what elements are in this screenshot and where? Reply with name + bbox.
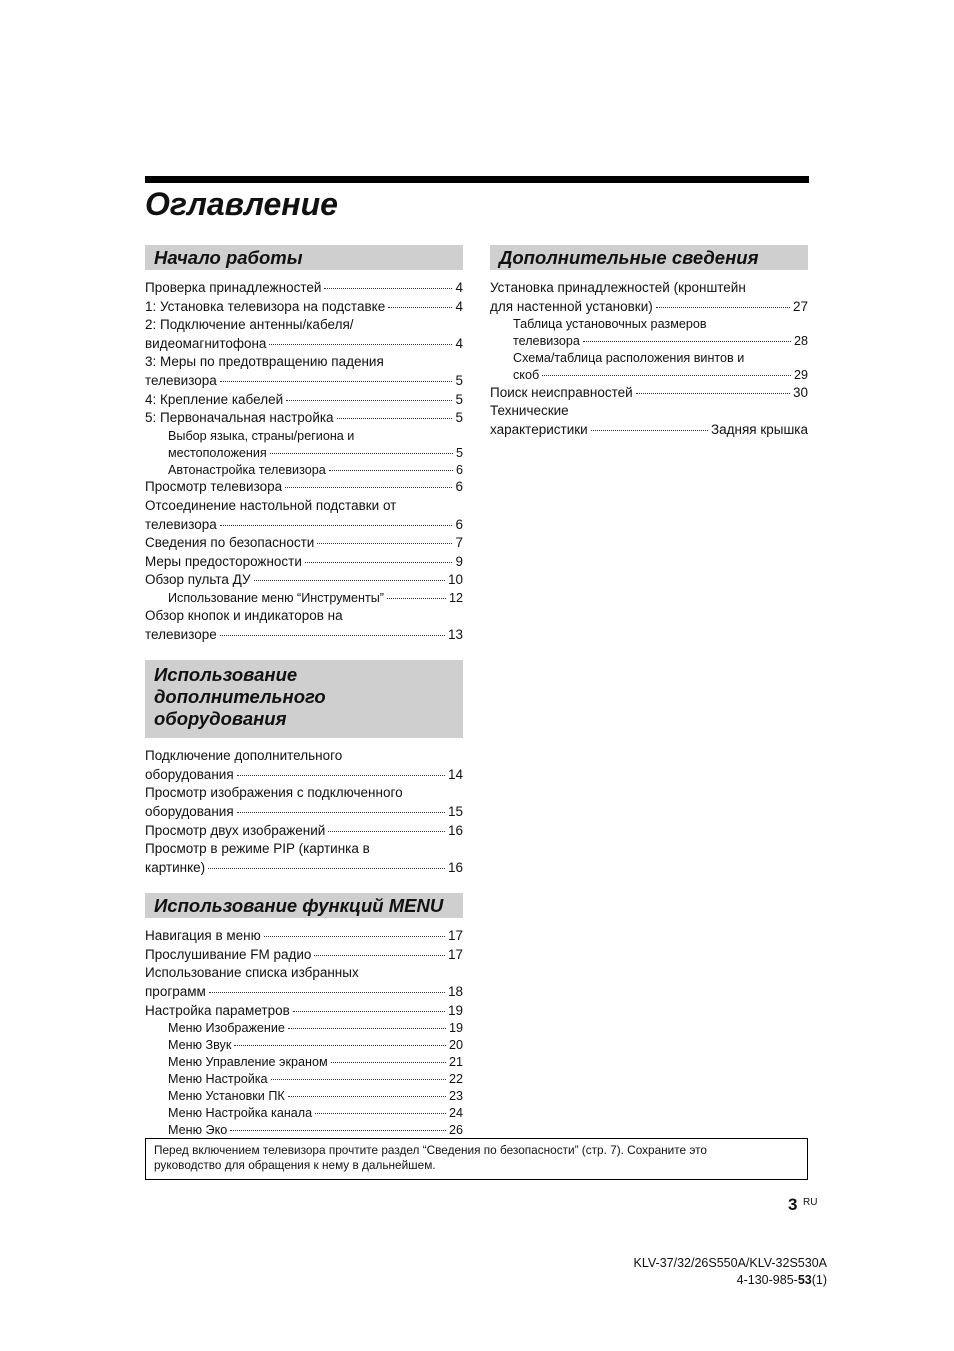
toc-entry-leader-row	[513, 333, 808, 350]
toc-entry-page: 21	[448, 1055, 463, 1070]
toc-entry[interactable]	[145, 534, 463, 553]
toc-entry[interactable]	[145, 1071, 463, 1088]
dot-leader	[220, 381, 453, 382]
toc-entry-page: 26	[448, 1122, 463, 1137]
toc-entry[interactable]	[145, 298, 463, 317]
section-heading: Дополнительные сведения	[490, 245, 808, 270]
toc-entry-leader-row	[145, 534, 463, 553]
toc-entry-title: картинке)	[145, 859, 206, 875]
toc-entry-title: оборудования	[145, 803, 234, 819]
dot-leader	[288, 1028, 446, 1029]
section-gap	[145, 644, 463, 660]
toc-entry-leader-row	[145, 335, 463, 354]
code-bold: 53	[797, 1273, 812, 1287]
toc-entry-page: 27	[792, 298, 808, 314]
dot-leader	[314, 955, 445, 956]
toc-entry-line: 2: Подключение антенны/кабеля/	[145, 317, 354, 333]
toc-entry[interactable]	[490, 402, 808, 439]
dot-leader	[271, 1079, 446, 1080]
toc-entry-title: Меню Звук	[168, 1038, 232, 1053]
dot-leader	[636, 393, 790, 394]
safety-notice	[145, 1138, 808, 1180]
toc-entry-leader-row	[168, 1020, 463, 1037]
toc-entry[interactable]	[145, 840, 463, 877]
toc-entry-page: 19	[448, 1021, 463, 1036]
toc-entry-leader-row	[145, 822, 463, 841]
toc-entry-title: телевизора	[145, 372, 217, 388]
toc-entry-title: Меню Настройка канала	[168, 1105, 313, 1120]
toc-entry-leader-row	[168, 1071, 463, 1088]
section-gap	[145, 877, 463, 893]
toc-entry[interactable]	[145, 571, 463, 590]
dot-leader	[305, 562, 453, 563]
toc-entry-title: Меню Изображение	[168, 1021, 285, 1036]
toc-entry-title: Просмотр двух изображений	[145, 822, 326, 838]
dot-leader	[220, 635, 445, 636]
dot-leader	[317, 543, 452, 544]
toc-entry-page: 15	[447, 803, 463, 819]
toc-entry-page: 16	[447, 859, 463, 875]
language-code: RU	[803, 1197, 818, 1208]
toc-entry[interactable]	[145, 590, 463, 607]
toc-entry-leader-row	[168, 1105, 463, 1122]
toc-entry-page: 9	[455, 553, 463, 569]
dot-leader	[331, 1062, 446, 1063]
toc-entry-title: видеомагнитофона	[145, 335, 267, 351]
toc-entry-title: Использование меню “Инструменты”	[168, 591, 384, 606]
dot-leader	[209, 992, 445, 993]
dot-leader	[387, 598, 446, 599]
toc-entry-page: 16	[447, 822, 463, 838]
toc-entry-title: Навигация в меню	[145, 928, 261, 944]
toc-entry-page: 18	[447, 984, 463, 1000]
dot-leader	[264, 936, 445, 937]
toc-entry[interactable]	[145, 391, 463, 410]
toc-entry-page: 6	[455, 479, 463, 495]
toc-entry-page: 4	[455, 298, 463, 314]
dot-leader	[254, 580, 445, 581]
toc-entry[interactable]	[145, 822, 463, 841]
toc-entry[interactable]	[490, 316, 808, 350]
toc-entry-page: 17	[447, 946, 463, 962]
toc-entry-leader-row	[145, 571, 463, 590]
toc-entry-leader-row	[145, 372, 463, 391]
document-code	[634, 1272, 827, 1289]
toc-entry-title: Просмотр телевизора	[145, 479, 283, 495]
dot-leader	[388, 307, 452, 308]
dot-leader	[234, 1045, 446, 1046]
toc-entry-line: Технические	[490, 403, 569, 419]
toc-entry-title: Меры предосторожности	[145, 553, 302, 569]
toc-entry[interactable]	[145, 1122, 463, 1139]
toc-entry[interactable]	[145, 1002, 463, 1021]
code-prefix: 4-130-985-	[736, 1273, 798, 1287]
toc-entry-title: местоположения	[168, 445, 267, 460]
toc-entry-page: 20	[448, 1038, 463, 1053]
toc-entry-page: 5	[455, 391, 463, 407]
toc-entry-title: Меню Эко	[168, 1122, 228, 1137]
toc-entry-page: 19	[447, 1002, 463, 1018]
section-heading-line: оборудования	[154, 708, 287, 730]
toc-entry-leader-row	[168, 1037, 463, 1054]
section-items	[145, 279, 463, 644]
toc-entry-title: телевизора	[513, 334, 580, 349]
toc-entry-title: телевизоре	[145, 626, 217, 642]
section-items	[145, 927, 463, 1138]
toc-entry-leader-row	[168, 1122, 463, 1139]
toc-entry-leader-row	[168, 445, 463, 462]
toc-entry-leader-row	[145, 859, 463, 878]
toc-entry-leader-row	[490, 421, 808, 440]
toc-entry-line: Таблица установочных размеров	[513, 317, 707, 332]
toc-entry-leader-row	[168, 462, 463, 479]
toc-entry-page: 6	[455, 516, 463, 532]
dot-leader	[237, 812, 445, 813]
toc-entry[interactable]	[145, 946, 463, 965]
toc-entry-title: Автонастройка телевизора	[168, 462, 326, 477]
toc-entry-page: 28	[793, 334, 808, 349]
toc-entry-leader-row	[145, 298, 463, 317]
section-heading-line: дополнительного	[154, 686, 326, 708]
toc-entry-title: 5: Первоначальная настройка	[145, 410, 334, 426]
section-items	[145, 747, 463, 877]
toc-column-right	[490, 245, 808, 440]
toc-entry[interactable]	[145, 553, 463, 572]
toc-entry-leader-row	[145, 626, 463, 645]
toc-entry-leader-row	[145, 927, 463, 946]
section-heading	[145, 660, 463, 738]
dot-leader	[583, 341, 791, 342]
toc-entry-title: скоб	[513, 367, 540, 382]
dot-leader	[237, 775, 445, 776]
toc-entry-leader-row	[145, 803, 463, 822]
section-items	[490, 279, 808, 440]
toc-entry-page: 7	[455, 535, 463, 551]
toc-entry-page: 29	[793, 367, 808, 382]
toc-entry-leader-row	[145, 279, 463, 298]
toc-entry-page: 5	[455, 410, 463, 426]
toc-entry-title: 1: Установка телевизора на подставке	[145, 298, 386, 314]
dot-leader	[285, 487, 452, 488]
dot-leader	[269, 344, 452, 345]
toc-entry-title: Прослушивание FM радио	[145, 946, 312, 962]
toc-entry[interactable]	[145, 409, 463, 428]
toc-entry-title: Сведения по безопасности	[145, 535, 315, 551]
toc-entry-title: для настенной установки)	[490, 298, 653, 314]
toc-entry-line: Установка принадлежностей (кронштейн	[490, 280, 746, 295]
toc-entry-page: 5	[455, 445, 463, 460]
toc-entry-page: 13	[447, 626, 463, 642]
toc-entry[interactable]	[490, 350, 808, 384]
dot-leader	[220, 525, 453, 526]
dot-leader	[270, 453, 453, 454]
toc-entry-leader-row	[490, 298, 808, 317]
toc-entry-title: Меню Установки ПК	[168, 1088, 285, 1103]
toc-entry-title: Обзор пульта ДУ	[145, 572, 251, 588]
toc-entry-title: программ	[145, 984, 206, 1000]
code-suffix: (1)	[811, 1273, 827, 1287]
toc-entry[interactable]	[145, 462, 463, 479]
toc-entry-line: Выбор языка, страны/региона и	[168, 428, 355, 443]
toc-entry-page: 12	[448, 591, 463, 606]
toc-entry-page: 22	[448, 1071, 463, 1086]
toc-entry[interactable]	[145, 1037, 463, 1054]
toc-entry-line: Схема/таблица расположения винтов и	[513, 351, 745, 365]
dot-leader	[328, 831, 445, 832]
toc-entry[interactable]	[145, 927, 463, 946]
toc-entry-line: Использование списка избранных	[145, 965, 359, 981]
toc-entry-line: 3: Меры по предотвращению падения	[145, 354, 384, 370]
toc-entry[interactable]	[490, 279, 808, 316]
toc-entry-leader-row	[145, 478, 463, 497]
toc-entry-leader-row	[145, 391, 463, 410]
toc-entry-title: Проверка принадлежностей	[145, 280, 322, 295]
toc-entry-title: Поиск неисправностей	[490, 384, 633, 400]
toc-entry[interactable]	[145, 316, 463, 353]
toc-entry-page: 30	[792, 384, 808, 400]
toc-entry-leader-row	[145, 766, 463, 785]
toc-entry[interactable]	[145, 353, 463, 390]
toc-entry[interactable]	[145, 497, 463, 534]
toc-entry[interactable]	[145, 1088, 463, 1105]
toc-entry-page: 17	[447, 928, 463, 944]
toc-entry-line: Отсоединение настольной подставки от	[145, 498, 397, 514]
toc-entry[interactable]	[145, 478, 463, 497]
dot-leader	[337, 418, 453, 419]
toc-entry[interactable]	[145, 428, 463, 462]
dot-leader	[230, 1130, 446, 1131]
model-info	[634, 1255, 827, 1289]
toc-entry-leader-row	[145, 946, 463, 965]
toc-column-left	[145, 245, 463, 1139]
dot-leader	[329, 470, 453, 471]
toc-entry[interactable]	[145, 607, 463, 644]
toc-entry-page: 14	[447, 766, 463, 782]
toc-entry-title: оборудования	[145, 766, 234, 782]
toc-entry-line: Просмотр в режиме PIP (картинка в	[145, 841, 370, 857]
notice-line: Перед включением телевизора прочтите раздел “Сведения по безопасности” (стр. 7). Сохраните это	[154, 1143, 707, 1157]
section-heading-line: Использование	[154, 664, 298, 686]
toc-entry-leader-row	[490, 384, 808, 403]
dot-leader	[288, 1096, 446, 1097]
toc-entry-leader-row	[513, 367, 808, 384]
toc-entry-title: Меню Настройка	[168, 1071, 268, 1086]
toc-entry-page: 6	[455, 462, 463, 477]
toc-entry-page: 4	[455, 280, 463, 295]
toc-entry[interactable]	[145, 279, 463, 298]
toc-entry[interactable]	[145, 784, 463, 821]
toc-entry-line: Просмотр изображения с подключенного	[145, 785, 403, 801]
model-number: KLV-37/32/26S550A/KLV-32S530A	[633, 1256, 827, 1270]
toc-entry-title: Меню Управление экраном	[168, 1055, 328, 1070]
toc-entry-leader-row	[145, 983, 463, 1002]
section-heading: Начало работы	[145, 245, 463, 270]
toc-entry-line: Подключение дополнительного	[145, 748, 343, 764]
notice-line: руководство для обращения к нему в дальнейшем.	[154, 1157, 436, 1172]
toc-entry[interactable]	[145, 1105, 463, 1122]
dot-leader	[315, 1113, 446, 1114]
toc-entry-leader-row	[168, 590, 463, 607]
toc-entry-page: Задняя крышка	[710, 422, 808, 437]
toc-entry[interactable]	[490, 384, 808, 403]
dot-leader	[591, 430, 708, 431]
toc-entry-title: Настройка параметров	[145, 1002, 290, 1018]
section-heading: Использование функций MENU	[145, 893, 463, 918]
page-title: Оглавление	[145, 186, 338, 222]
toc-entry[interactable]	[145, 964, 463, 1001]
dot-leader	[293, 1011, 445, 1012]
toc-entry-leader-row	[168, 1088, 463, 1105]
dot-leader	[324, 288, 452, 289]
toc-entry-page: 5	[455, 372, 463, 388]
toc-entry-page: 24	[448, 1105, 463, 1120]
toc-entry[interactable]	[145, 1054, 463, 1071]
dot-leader	[208, 868, 445, 869]
toc-entry-leader-row	[145, 409, 463, 428]
toc-entry-leader-row	[145, 1002, 463, 1021]
toc-entry-title: характеристики	[490, 422, 588, 437]
toc-entry-page: 23	[448, 1088, 463, 1103]
toc-entry-page: 10	[447, 572, 463, 588]
toc-entry-leader-row	[168, 1054, 463, 1071]
toc-entry[interactable]	[145, 1020, 463, 1037]
toc-entry-line: Обзор кнопок и индикаторов на	[145, 607, 343, 623]
toc-entry-page: 4	[455, 335, 463, 351]
toc-entry-leader-row	[145, 553, 463, 572]
toc-entry-leader-row	[145, 516, 463, 535]
dot-leader	[656, 307, 790, 308]
dot-leader	[542, 375, 791, 376]
toc-entry-title: телевизора	[145, 516, 217, 532]
toc-entry-title: 4: Крепление кабелей	[145, 391, 284, 407]
dot-leader	[286, 400, 452, 401]
toc-entry[interactable]	[145, 747, 463, 784]
page-number: 3	[788, 1195, 798, 1214]
title-rule	[145, 176, 809, 183]
